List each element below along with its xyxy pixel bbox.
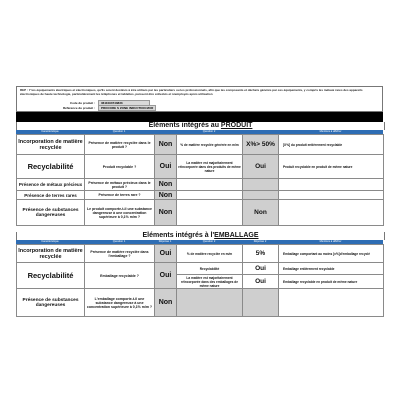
answer-cell: Non — [243, 200, 279, 226]
question-cell — [177, 200, 243, 226]
answer-cell: Oui — [243, 263, 279, 275]
question-cell: Emballage recyclable ? — [85, 263, 155, 289]
answer-cell: Oui — [155, 263, 177, 289]
answer-cell — [243, 191, 279, 200]
answer-cell: X%> 50% — [243, 135, 279, 155]
answer-cell: Non — [155, 135, 177, 155]
answer-cell: Oui — [155, 155, 177, 179]
regulation-description: REP : Y les équipements électriques et électroniques, qu'ils soient destinés à être utilisés par les particuliers ou les professionnels, afin que les composants et déchets générés par ces équipements, y compris les métaux rares des appareils électroniques de haute technologie, particulièrement les téléphones et tablettes, puissent être collectés et réemployés après utilisation — [20, 88, 363, 96]
table-row — [17, 200, 384, 226]
product-ref-value: PROCORE S ZONE INDUCTION MUR — [98, 105, 156, 111]
produit-col-feature: Caractéristique — [41, 130, 59, 133]
mention-cell: Emballage comportant au moins [x%]d'emballage recyclé — [279, 245, 384, 263]
answer-cell — [243, 289, 279, 317]
question-cell: La matière est majoritairement réincorporée dans des emballages de même nature — [177, 275, 243, 289]
answer-cell: 5% — [243, 245, 279, 263]
separator-band — [16, 112, 383, 122]
question-cell — [177, 289, 243, 317]
product-ref-label: Référence du produit : — [62, 106, 95, 110]
question-cell: Produit recyclable ? — [85, 155, 155, 179]
question-cell: Présence de matière recyclée dans l'emballage ? — [85, 245, 155, 263]
feature-cell: Présence de métaux précieux — [17, 179, 85, 191]
answer-cell: Non — [155, 200, 177, 226]
emballage-col-a1: Réponse 1 — [158, 240, 172, 243]
question-cell: % de matière recyclée générée en m/m — [177, 135, 243, 155]
emballage-col-feature: Caractéristique — [41, 240, 59, 243]
question-cell: Recyclabilité — [177, 263, 243, 275]
table-row — [17, 289, 384, 317]
emballage-title-emph: EMBALLAGE — [214, 232, 259, 239]
answer-cell: Non — [155, 191, 177, 200]
table-row — [17, 191, 384, 200]
emballage-title-prefix: Eléments intégrés à l' — [142, 232, 215, 239]
mention-cell: Emballage entièrement recyclable — [279, 263, 384, 275]
produit-col-q1: Question 1 — [112, 130, 126, 133]
feature-cell: Présence de terres rares — [17, 191, 85, 200]
answer-cell: Non — [155, 289, 177, 317]
question-cell: % de matière recyclée en m/m — [177, 245, 243, 263]
product-code-value: 3611093743833 — [98, 100, 150, 106]
produit-section-title — [16, 122, 385, 130]
emballage-col-mentions: Mentions à afficher — [319, 240, 342, 243]
mention-cell: [X%] du produit entièrement recyclable — [279, 135, 384, 155]
recyclability-sheet — [16, 86, 383, 316]
feature-cell: Incorporation de matière recyclée — [17, 245, 85, 263]
mention-cell — [279, 289, 384, 317]
feature-cell: Incorporation de matière recyclée — [17, 135, 85, 155]
question-cell: Présence de terres rare ? — [85, 191, 155, 200]
produit-title-emph: PRODUIT — [220, 122, 253, 129]
answer-cell: Oui — [243, 275, 279, 289]
table-row — [17, 155, 384, 179]
answer-cell: Oui — [243, 155, 279, 179]
table-row — [17, 245, 384, 263]
feature-cell: Recyclabilité — [17, 155, 85, 179]
produit-table — [16, 134, 384, 226]
mention-cell — [279, 200, 384, 226]
table-row — [17, 179, 384, 191]
produit-col-mentions: Mentions à afficher — [319, 130, 342, 133]
mention-cell — [279, 191, 384, 200]
answer-cell: Non — [155, 179, 177, 191]
table-row — [17, 135, 384, 155]
question-cell: Présence de métaux précieux dans le produit ? — [85, 179, 155, 191]
feature-cell: Présence de substances dangereuses — [17, 289, 85, 317]
product-code-label: Code du produit : — [70, 101, 95, 105]
feature-cell: Présence de substances dangereuses — [17, 200, 85, 226]
produit-title-prefix: Eléments intégrés au — [148, 122, 221, 129]
question-cell: La matière est majoritairement réincorporée dans des produits de même nature — [177, 155, 243, 179]
mention-cell: Produit recyclable en produit de même nature — [279, 155, 384, 179]
answer-cell: Oui — [155, 245, 177, 263]
product-ref-row — [57, 105, 156, 111]
emballage-col-q1: Question 1 — [112, 240, 126, 243]
feature-cell: Recyclabilité — [17, 263, 85, 289]
emballage-col-a2: Réponse 2 — [253, 240, 267, 243]
emballage-table — [16, 244, 384, 317]
emballage-section-title — [16, 232, 385, 240]
answer-cell — [243, 179, 279, 191]
mention-cell: Emballage recyclable en produit de même nature — [279, 275, 384, 289]
question-cell: L'emballage comporte-t-il une substance dangereuse à une concentration supérieure à 0,1% m/m ? — [85, 289, 155, 317]
table-row — [17, 263, 384, 275]
product-info-box — [16, 86, 383, 112]
emballage-col-q2: Question 2 — [202, 240, 216, 243]
question-cell: Le produit comporte-t-il une substance dangereuse à une concentration supérieure à 0,1% m/m ? — [85, 200, 155, 226]
question-cell: Présence de matière recyclée dans le produit ? — [85, 135, 155, 155]
mention-cell — [279, 179, 384, 191]
question-cell — [177, 179, 243, 191]
produit-col-q2: Question 2 — [202, 130, 216, 133]
question-cell — [177, 191, 243, 200]
